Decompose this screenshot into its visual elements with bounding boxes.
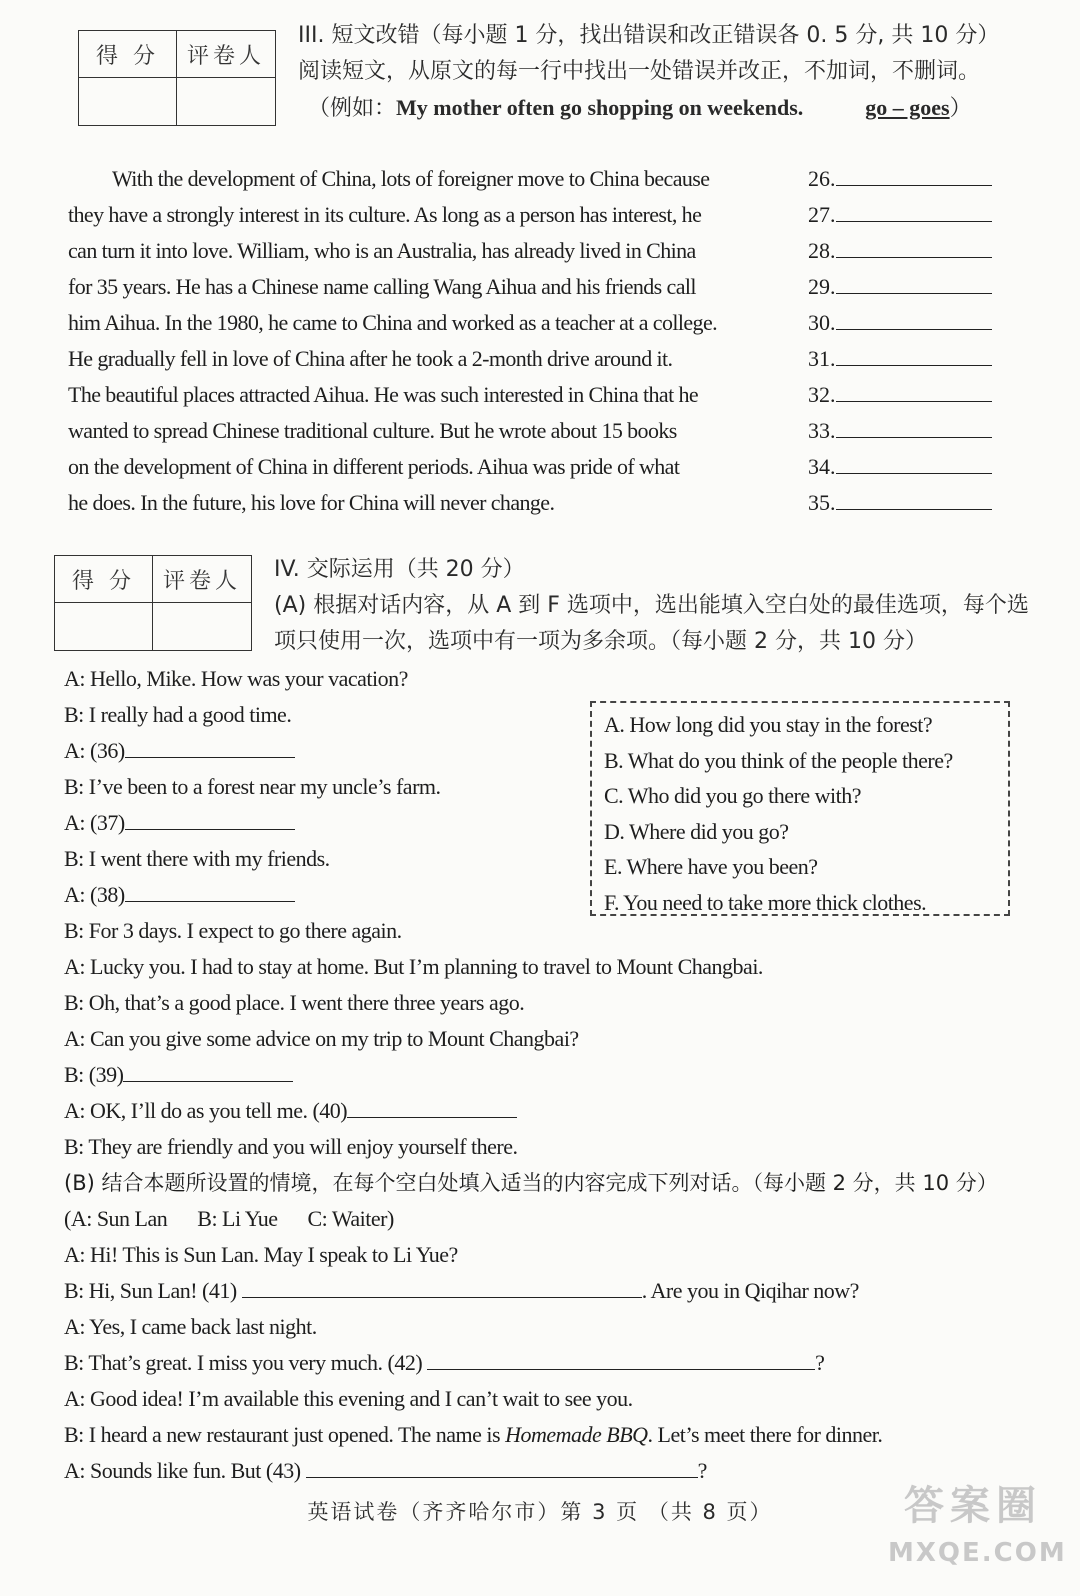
option-item: D. Where did you go? [604, 818, 789, 844]
answer-row[interactable]: 28. [808, 233, 992, 269]
dialogue-line: B: For 3 days. I expect to go there again. [64, 918, 402, 943]
watermark-logo: 答案圈 MXQE.COM [888, 1483, 1067, 1568]
error-correction-passage [68, 161, 768, 521]
example-answer: go – goes [865, 95, 950, 120]
score-box-section3 [78, 30, 276, 126]
answer-blank[interactable] [836, 379, 992, 402]
answer-blank[interactable] [836, 343, 992, 366]
answer-blank[interactable] [836, 163, 992, 186]
section4-heading [274, 552, 1064, 660]
answer-row[interactable]: 27. [808, 197, 992, 233]
option-item: E. Where have you been? [604, 854, 818, 880]
page-footer: 英语试卷（齐齐哈尔市）第 3 页 （共 8 页） [307, 1500, 773, 1524]
grader-label: 评卷人 [177, 31, 275, 78]
passage-line: He gradually fell in love of China after he took a 2-month drive around it. [68, 346, 673, 371]
grader-label: 评卷人 [153, 556, 251, 603]
score-label: 得 分 [55, 556, 153, 603]
answer-blank[interactable] [836, 271, 992, 294]
answer-blank[interactable] [836, 199, 992, 222]
option-item: F. You need to take more thick clothes. [604, 889, 927, 915]
answer-blank[interactable] [836, 451, 992, 474]
dialogue-line: B: I really had a good time. [64, 702, 292, 727]
dialogue [64, 661, 1054, 1489]
dialogue-line: A: OK, I’ll do as you tell me. (40) [64, 1093, 1054, 1129]
answer-row[interactable]: 33. [808, 413, 992, 449]
answer-blank[interactable] [306, 1455, 698, 1478]
section3-title: III. 短文改错（每小题 1 分，找出错误和改正错误各 0. 5 分, 共 10 分） [298, 23, 1000, 48]
passage-line: wanted to spread Chinese traditional culture. But he wrote about 15 books [68, 418, 677, 443]
answer-row[interactable]: 31. [808, 341, 992, 377]
dialogue-line: A: Hello, Mike. How was your vacation? [64, 666, 408, 691]
answer-row[interactable]: 35. [808, 485, 992, 521]
answer-row[interactable]: 32. [808, 377, 992, 413]
answer-blank[interactable] [125, 879, 295, 902]
answer-blank[interactable] [125, 735, 295, 758]
section3-example: （例如：My mother often go shopping on weekends. go – goes） [308, 95, 972, 121]
answer-blank[interactable] [123, 1059, 293, 1082]
dialogue-line: A: Sounds like fun. But (43) ? [64, 1453, 1054, 1489]
passage-line: he does. In the future, his love for China will never change. [68, 490, 555, 515]
option-item: A. How long did you stay in the forest? [604, 712, 933, 737]
passage-line: With the development of China, lots of foreigner move to China because [112, 166, 710, 191]
answer-blanks [808, 161, 992, 521]
score-label: 得 分 [79, 31, 177, 78]
passage-line: The beautiful places attracted Aihua. He was such interested in China that he [68, 382, 699, 407]
partB-instruction: (B) 结合本题所设置的情境，在每个空白处填入适当的内容完成下列对话。（每小题 2 分，共 10 分） [64, 1171, 998, 1195]
answer-blank[interactable] [836, 235, 992, 258]
section3-instruction: 阅读短文，从原文的每一行中找出一处错误并改正，不加词，不删词。 [298, 59, 981, 84]
dialogue-line: B: I’ve been to a forest near my uncle’s farm. [64, 774, 441, 799]
answer-row[interactable]: 30. [808, 305, 992, 341]
answer-blank[interactable] [427, 1347, 815, 1370]
option-item: C. Who did you go there with? [604, 783, 861, 809]
score-cell[interactable] [55, 603, 153, 650]
dialogue-line: B: I heard a new restaurant just opened. The name is Homemade BBQ. Let’s meet there for dinner. [64, 1422, 883, 1447]
passage-line: him Aihua. In the 1980, he came to China and worked as a teacher at a college. [68, 310, 718, 335]
dialogue-line: A: Lucky you. I had to stay at home. But I’m planning to travel to Mount Changbai. [64, 954, 763, 979]
dialogue-line: A: Yes, I came back last night. [64, 1314, 317, 1339]
answer-blank[interactable] [347, 1095, 517, 1118]
answer-blank[interactable] [836, 307, 992, 330]
answer-blank[interactable] [242, 1275, 642, 1298]
dialogue-line: A: (38) [64, 877, 1054, 913]
score-box-section4 [54, 555, 252, 651]
option-item: B. What do you think of the people there? [604, 747, 953, 773]
partA-instruction-1: (A) 根据对话内容，从 A 到 F 选项中，选出能填入空白处的最佳选项，每个选 [274, 593, 1029, 618]
dialogue-line: A: (36) [64, 733, 1054, 769]
answer-blank[interactable] [836, 487, 992, 510]
passage-line: can turn it into love. William, who is an Australia, has already lived in China [68, 238, 696, 263]
dialogue-line: B: That’s great. I miss you very much. (42) ? [64, 1345, 1054, 1381]
dialogue-line: A: (37) [64, 805, 1054, 841]
dialogue-line: B: (39) [64, 1057, 1054, 1093]
section4-title: IV. 交际运用（共 20 分） [274, 557, 525, 582]
grader-cell[interactable] [153, 603, 251, 650]
dialogue-line: B: I went there with my friends. [64, 846, 330, 871]
dialogue-line: B: Hi, Sun Lan! (41) . Are you in Qiqihar now? [64, 1273, 1054, 1309]
passage-line: for 35 years. He has a Chinese name calling Wang Aihua and his friends call [68, 274, 696, 299]
partA-instruction-2: 项只使用一次，选项中有一项为多余项。（每小题 2 分，共 10 分） [274, 629, 927, 654]
score-cell[interactable] [79, 78, 177, 125]
section3-heading [298, 18, 1058, 127]
grader-cell[interactable] [177, 78, 275, 125]
passage-line: on the development of China in different periods. Aihua was pride of what [68, 454, 680, 479]
answer-row[interactable]: 26. [808, 161, 992, 197]
example-sentence: My mother often go shopping on weekends. [396, 95, 804, 120]
answer-blank[interactable] [836, 415, 992, 438]
dialogue-line: A: Hi! This is Sun Lan. May I speak to Li Yue? [64, 1242, 458, 1267]
dialogue-line: B: Oh, that’s a good place. I went there three years ago. [64, 990, 525, 1015]
partB-roles: (A: Sun Lan B: Li Yue C: Waiter) [64, 1206, 394, 1231]
answer-row[interactable]: 29. [808, 269, 992, 305]
answer-row[interactable]: 34. [808, 449, 992, 485]
dialogue-line: B: They are friendly and you will enjoy yourself there. [64, 1134, 518, 1159]
passage-line: they have a strongly interest in its culture. As long as a person has interest, he [68, 202, 702, 227]
answer-blank[interactable] [125, 807, 295, 830]
dialogue-line: A: Can you give some advice on my trip to Mount Changbai? [64, 1026, 579, 1051]
dialogue-line: A: Good idea! I’m available this evening and I can’t wait to see you. [64, 1386, 633, 1411]
